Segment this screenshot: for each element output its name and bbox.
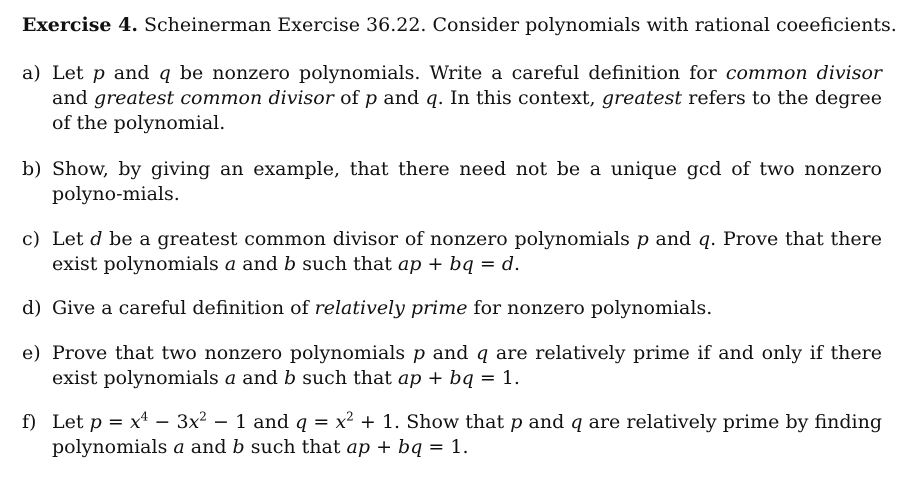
math-symbol: b [283, 367, 297, 389]
text-run: refers to the degree of the polynomial. [52, 87, 882, 134]
text-run: = [473, 253, 502, 275]
math-symbol: p [92, 62, 105, 84]
part-label: a) [22, 62, 41, 84]
math-symbol: p [89, 411, 102, 433]
math-symbol: bq [449, 253, 474, 275]
emphasized-term: relatively prime [314, 297, 468, 319]
math-symbol: q [158, 62, 171, 84]
text-run: . In this context, [437, 87, 602, 109]
exercise-header [22, 12, 897, 38]
part-text [52, 61, 882, 136]
text-run: − 3 [148, 411, 189, 433]
text-run: be nonzero polynomials. Write a careful definition for [170, 62, 726, 84]
text-run: . Prove that there exist polynomials [52, 228, 882, 275]
emphasized-term: common divisor [725, 62, 883, 84]
part-c [22, 227, 882, 277]
text-run: and [425, 342, 477, 364]
text-run: = 1. [422, 436, 469, 458]
exercise-intro: Scheinerman Exercise 36.22. Consider polynomials with rational coeeficients. [137, 14, 897, 36]
math-symbol: bq [398, 436, 423, 458]
emphasized-term: greatest common divisor [94, 87, 334, 109]
math-symbol: q [570, 411, 583, 433]
math-symbol: q [476, 342, 489, 364]
math-symbol: q [697, 228, 711, 250]
exponent: 2 [346, 409, 354, 424]
text-run: Prove that two nonzero polynomials [52, 342, 413, 364]
part-e [22, 341, 882, 391]
text-run: = [101, 411, 130, 433]
text-run: such that [296, 367, 398, 389]
text-run: Let [52, 228, 91, 250]
math-symbol: a [224, 367, 237, 389]
exercise-number: Exercise 4. [22, 14, 138, 36]
math-symbol: ap [397, 367, 422, 389]
part-text [52, 227, 882, 277]
math-symbol: b [232, 436, 245, 458]
math-symbol: q [425, 87, 438, 109]
exponent: 2 [199, 409, 207, 424]
text-run: and [236, 253, 284, 275]
math-symbol: d [90, 228, 103, 250]
math-symbol: p [412, 342, 426, 364]
part-text [52, 296, 882, 321]
math-symbol: p [510, 411, 523, 433]
text-run: and [52, 87, 95, 109]
math-symbol: ap [397, 253, 422, 275]
text-run: and [377, 87, 426, 109]
text-run: such that [296, 253, 398, 275]
text-run: + [370, 436, 399, 458]
emphasized-term: greatest [601, 87, 682, 109]
text-run: and [236, 367, 284, 389]
math-symbol: a [224, 253, 237, 275]
part-text [52, 341, 882, 391]
part-label: d) [22, 297, 42, 319]
text-run: Give a careful definition of [52, 297, 315, 319]
exponent: 4 [140, 409, 149, 424]
part-label: f) [22, 411, 37, 433]
math-symbol: a [173, 436, 185, 458]
part-label: b) [22, 158, 42, 180]
text-run: and [648, 228, 698, 250]
math-symbol: b [283, 253, 297, 275]
text-run: are relatively prime if and only if there exist polynomials [52, 342, 882, 389]
text-run: . [513, 253, 521, 275]
math-symbol: ap [346, 436, 371, 458]
part-label: e) [22, 342, 41, 364]
text-run: − 1 and [206, 411, 296, 433]
text-run: Let [52, 411, 90, 433]
text-run: of [333, 87, 365, 109]
part-label: c) [22, 228, 41, 250]
text-run: are relatively prime by finding polynomials [52, 411, 883, 458]
part-text [52, 157, 882, 207]
math-symbol: x [335, 411, 347, 433]
text-run: + [421, 367, 450, 389]
text-run: and [522, 411, 571, 433]
math-symbol: q [295, 411, 308, 433]
math-symbol: p [636, 228, 649, 250]
text-run: Show, by giving an example, that there need not be a unique gcd of two nonzero polyno-mials. [52, 158, 882, 205]
math-symbol: p [364, 87, 378, 109]
text-run: and [184, 436, 233, 458]
text-run: and [104, 62, 159, 84]
math-symbol: d [501, 253, 514, 275]
text-run: for nonzero polynomials. [467, 297, 713, 319]
text-run: = [307, 411, 336, 433]
text-run: + [421, 253, 450, 275]
math-symbol: x [188, 411, 200, 433]
text-run: = 1. [473, 367, 520, 389]
math-symbol: bq [449, 367, 474, 389]
text-run: such that [244, 436, 347, 458]
text-run: + 1. Show that [353, 411, 511, 433]
part-d [22, 296, 882, 321]
part-b [22, 157, 882, 207]
math-symbol: x [129, 411, 141, 433]
part-a [22, 61, 882, 136]
part-text [52, 410, 882, 460]
part-f [22, 410, 882, 460]
text-run: Let [52, 62, 93, 84]
text-run: be a greatest common divisor of nonzero polynomials [102, 228, 637, 250]
